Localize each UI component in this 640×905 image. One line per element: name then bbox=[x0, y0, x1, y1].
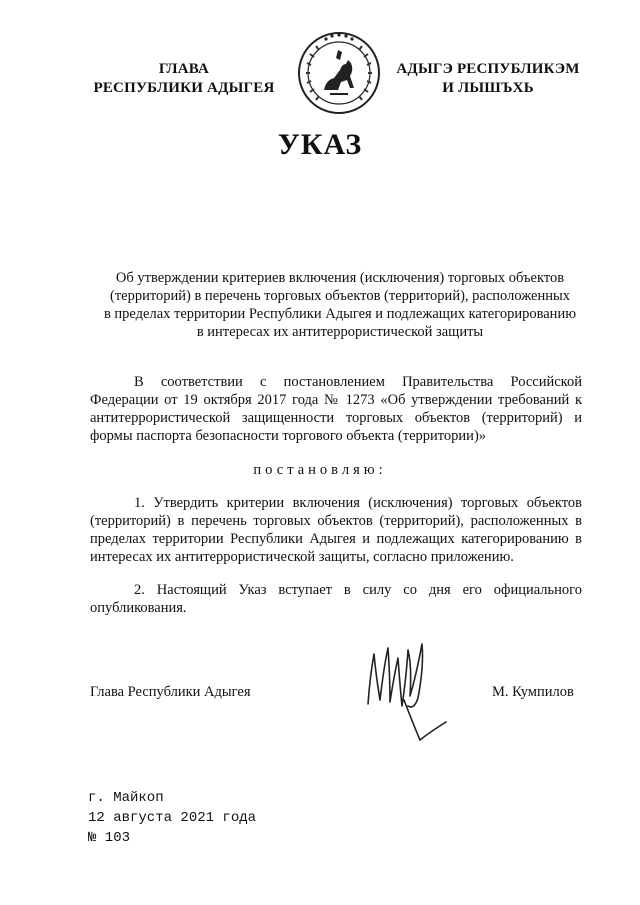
preamble-paragraph bbox=[90, 373, 582, 445]
handwritten-signature-icon bbox=[360, 636, 450, 748]
header-left-line-1: ГЛАВА bbox=[158, 61, 210, 77]
document-type: УКАЗ bbox=[277, 128, 363, 161]
preamble-text: В соответствии с постановлением Правительства Российской Федерации от 19 октября 2017 года № 1273 «Об утверждении требований к антитеррористической защищенности торговых объектов (территорий) и формы паспорта безопасности торгового объекта (территории)» bbox=[90, 374, 582, 444]
signatory-name: М. Кумпилов bbox=[492, 684, 574, 700]
signatory-position: Глава Республики Адыгея bbox=[90, 684, 251, 700]
header-left bbox=[86, 60, 282, 98]
decree-item-2 bbox=[90, 581, 582, 617]
header-left-line-2: РЕСПУБЛИКИ АДЫГЕЯ bbox=[93, 80, 275, 96]
decree-item-1 bbox=[90, 494, 582, 566]
issue-place: г. Майкоп bbox=[88, 790, 164, 806]
title-line-4: в интересах их антитеррористической защиты bbox=[196, 324, 484, 340]
document-number: № 103 bbox=[88, 830, 131, 846]
header-right bbox=[388, 60, 588, 98]
coat-of-arms-emblem-icon bbox=[296, 30, 382, 116]
header-right-line-2: И ЛЫШЪХЬ bbox=[442, 80, 534, 96]
item-1-text: 1. Утвердить критерии включения (исключения) торговых объектов (территорий) в перечень торговых объектов (территорий), расположенных в пределах территории Республики Адыгея и подлежащих категорированию в интересах их антитеррористической защиты, согласно приложению. bbox=[90, 495, 582, 565]
document-title bbox=[90, 269, 590, 341]
title-line-2: (территорий) в перечень торговых объектов (территорий), расположенных bbox=[109, 288, 570, 304]
issue-date: 12 августа 2021 года bbox=[88, 810, 257, 826]
item-2-text: 2. Настоящий Указ вступает в силу со дня его официального опубликования. bbox=[90, 582, 582, 616]
title-line-3: в пределах территории Республики Адыгея и подлежащих категорированию bbox=[103, 306, 577, 322]
title-line-1: Об утверждении критериев включения (исключения) торговых объектов bbox=[115, 270, 565, 286]
decree-word: постановляю: bbox=[253, 462, 387, 478]
header-right-line-1: АДЫГЭ РЕСПУБЛИКЭМ bbox=[396, 61, 580, 77]
